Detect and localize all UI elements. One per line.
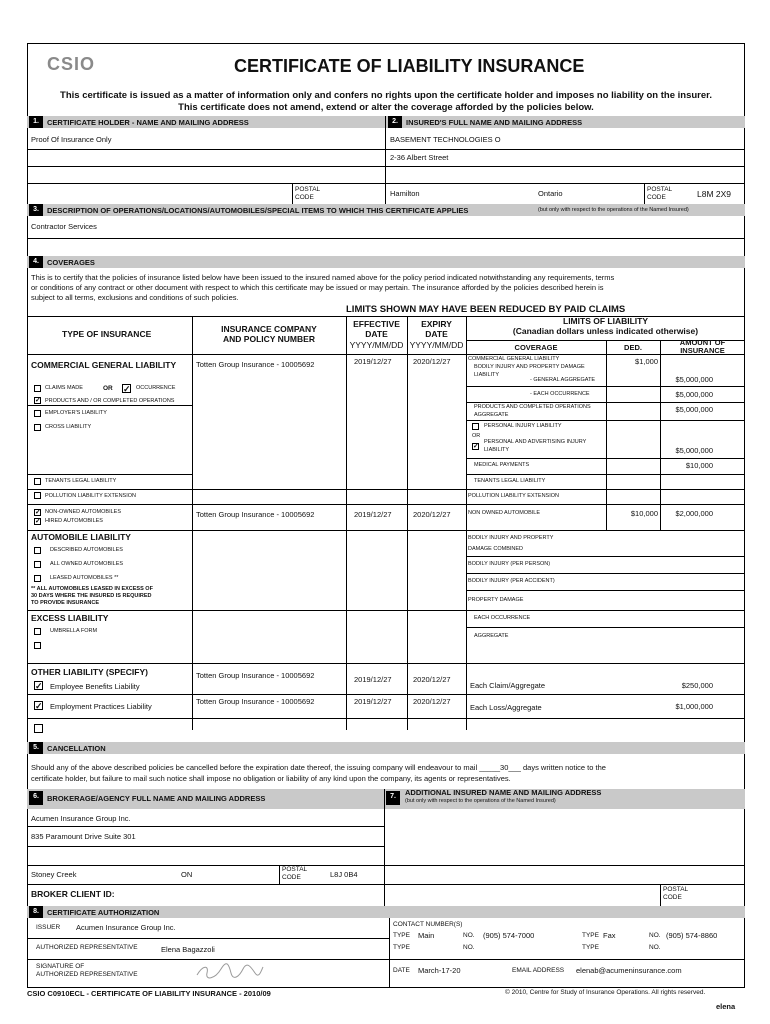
- medical-payments-amount: $10,000: [685, 461, 713, 470]
- section-2-label: INSURED'S FULL NAME AND MAILING ADDRESS: [406, 118, 583, 127]
- no-label-4: NO.: [649, 944, 661, 951]
- personal-advertising-amount: $5,000,000: [675, 446, 713, 455]
- tenants-checkbox[interactable]: [34, 478, 41, 485]
- pollution-label: POLLUTION LIABILITY EXTENSION: [45, 493, 136, 499]
- other-blank-checkbox[interactable]: [34, 724, 43, 733]
- leased-autos-label: LEASED AUTOMOBILES **: [50, 575, 119, 581]
- non-owned-label: NON-OWNED AUTOMOBILES: [45, 509, 121, 515]
- all-owned-label: ALL OWNED AUTOMOBILES: [50, 561, 124, 567]
- medical-payments: MEDICAL PAYMENTS: [474, 462, 530, 468]
- section-5-header: [27, 742, 745, 754]
- broker-postal-label-2: CODE: [282, 874, 301, 881]
- holder-postal-label-2: CODE: [295, 194, 314, 201]
- pollution-checkbox[interactable]: [34, 492, 41, 499]
- cgl-or: OR: [103, 385, 113, 392]
- employee-benefits-company: Totten Group Insurance - 10005692: [196, 671, 315, 680]
- no-label-2: NO.: [649, 932, 661, 939]
- footer-user: elena: [716, 1002, 736, 1011]
- intro-line-2: This certificate does not amend, extend or alter the coverage afforded by the policies below.: [178, 102, 594, 113]
- excess-other-checkbox[interactable]: [34, 642, 41, 649]
- employee-benefits-checkbox[interactable]: ✓: [35, 681, 43, 691]
- employee-benefits-coverage: Each Claim/Aggregate: [470, 681, 546, 690]
- non-owned-deductible: $10,000: [630, 509, 658, 518]
- employee-benefits-label: Employee Benefits Liability: [50, 682, 140, 691]
- broker-city: Stoney Creek: [31, 870, 77, 879]
- cgl-effective: 2019/12/27: [354, 357, 392, 366]
- broker-postal-code: L8J 0B4: [330, 870, 358, 879]
- products-label: PRODUCTS AND / OR COMPLETED OPERATIONS: [45, 398, 175, 404]
- col-amount-1: AMOUNT OF: [679, 338, 726, 347]
- type-value-2: Fax: [603, 931, 616, 940]
- section-8-number: 8.: [29, 906, 43, 918]
- excess-each-occurrence: EACH OCCURRENCE: [474, 615, 531, 621]
- cgl-products-cov-2: AGGREGATE: [474, 412, 509, 418]
- col-exp-3: YYYY/MM/DD: [409, 340, 464, 350]
- intro-line-1: This certificate is issued as a matter of information only and confers no rights upon the certificate holder and imposes no liability on the insurer.: [60, 90, 712, 101]
- section-4-number: 4.: [29, 256, 43, 268]
- col-amount-2: INSURANCE: [680, 346, 725, 355]
- personal-injury-label: PERSONAL INJURY LIABILITY: [484, 423, 562, 429]
- described-autos-label: DESCRIBED AUTOMOBILES: [50, 547, 123, 553]
- employment-practices-amount: $1,000,000: [675, 702, 713, 711]
- auto-bipd-1: BODILY INJURY AND PROPERTY: [468, 535, 554, 541]
- email-label: EMAIL ADDRESS: [512, 967, 565, 974]
- additional-postal-label-2: CODE: [663, 894, 682, 901]
- auto-note-2: 30 DAYS WHERE THE INSURED IS REQUIRED: [31, 593, 152, 599]
- employers-checkbox[interactable]: [34, 410, 41, 417]
- employee-benefits-expiry: 2020/12/27: [413, 675, 451, 684]
- personal-injury-checkbox[interactable]: [472, 423, 479, 430]
- col-exp-2: DATE: [425, 329, 448, 339]
- broker-street: 835 Paramount Drive Suite 301: [31, 832, 136, 841]
- holder-postal-label-1: POSTAL: [295, 186, 321, 193]
- operations-description: Contractor Services: [31, 222, 97, 231]
- cgl-products-amount: $5,000,000: [675, 405, 713, 414]
- excess-aggregate: AGGREGATE: [474, 633, 509, 639]
- section-5-number: 5.: [29, 742, 43, 754]
- section-7-label: ADDITIONAL INSURED NAME AND MAILING ADDRESS: [405, 788, 602, 797]
- personal-advertising-checkbox[interactable]: ✓: [473, 443, 479, 450]
- auto-bi-accident: BODILY INJURY (PER ACCIDENT): [468, 578, 555, 584]
- contact-label: CONTACT NUMBER(S): [393, 921, 463, 928]
- col-eff-3: YYYY/MM/DD: [349, 340, 404, 350]
- col-company-1: INSURANCE COMPANY: [221, 324, 317, 334]
- employment-practices-checkbox[interactable]: ✓: [35, 701, 43, 711]
- employment-practices-label: Employment Practices Liability: [50, 702, 152, 711]
- cgl-each-occurrence: - EACH OCCURRENCE: [530, 391, 590, 397]
- hired-autos-checkbox[interactable]: ✓: [35, 518, 41, 525]
- section-7-number: 7.: [386, 791, 400, 805]
- col-company-2: AND POLICY NUMBER: [223, 334, 315, 344]
- csio-logo: CSIO: [47, 54, 96, 74]
- umbrella-checkbox[interactable]: [34, 628, 41, 635]
- page-title: CERTIFICATE OF LIABILITY INSURANCE: [234, 56, 585, 76]
- col-limits-2: (Canadian dollars unless indicated otherwise): [512, 326, 699, 336]
- certificate-holder-name: Proof Of Insurance Only: [31, 135, 112, 144]
- broker-name: Acumen Insurance Group Inc.: [31, 814, 131, 823]
- section-6-label: BROKERAGE/AGENCY FULL NAME AND MAILING ADDRESS: [47, 794, 266, 803]
- cgl-or-2: OR: [472, 433, 481, 439]
- type-label-1: TYPE: [393, 932, 410, 939]
- non-owned-coverage: NON OWNED AUTOMOBILE: [468, 510, 541, 516]
- tenants-label: TENANTS LEGAL LIABILITY: [45, 478, 117, 484]
- section-3-number: 3.: [29, 204, 43, 216]
- limits-reduced-notice: LIMITS SHOWN MAY HAVE BEEN REDUCED BY PAID CLAIMS: [346, 304, 626, 315]
- insured-street: 2-36 Albert Street: [390, 153, 449, 162]
- employers-label: EMPLOYER'S LIABILITY: [45, 410, 107, 416]
- employment-practices-effective: 2019/12/27: [354, 697, 392, 706]
- auto-bipd-2: DAMAGE COMBINED: [468, 546, 524, 552]
- described-autos-checkbox[interactable]: [34, 547, 41, 554]
- issuer-label: ISSUER: [36, 924, 61, 931]
- cgl-products-cov-1: PRODUCTS AND COMPLETED OPERATIONS: [474, 404, 591, 410]
- col-eff-2: DATE: [365, 329, 388, 339]
- section-8-label: CERTIFICATE AUTHORIZATION: [47, 908, 160, 917]
- coverage-text-3: subject to all terms, exclusions and conditions of such policies.: [31, 293, 239, 302]
- col-exp-1: EXPIRY: [421, 319, 452, 329]
- authorized-rep-label: AUTHORIZED REPRESENTATIVE: [36, 944, 138, 951]
- section-4-header: [27, 256, 745, 268]
- broker-client-id: BROKER CLIENT ID:: [31, 889, 115, 899]
- insured-province: Ontario: [538, 189, 563, 198]
- additional-postal-label-1: POSTAL: [663, 886, 689, 893]
- cgl-title: COMMERCIAL GENERAL LIABILITY: [31, 360, 177, 370]
- pollution-coverage: POLLUTION LIABILITY EXTENSION: [468, 493, 559, 499]
- employee-benefits-amount: $250,000: [681, 681, 713, 690]
- employee-benefits-effective: 2019/12/27: [354, 675, 392, 684]
- section-5-label: CANCELLATION: [47, 744, 106, 753]
- cgl-deductible: $1,000: [635, 357, 658, 366]
- other-liability-title: OTHER LIABILITY (SPECIFY): [31, 667, 148, 677]
- section-2-number: 2.: [388, 116, 402, 128]
- tenants-coverage: TENANTS LEGAL LIABILITY: [474, 478, 546, 484]
- section-6-number: 6.: [29, 791, 43, 805]
- type-label-4: TYPE: [582, 944, 599, 951]
- insured-postal-label-2: CODE: [647, 194, 666, 201]
- col-eff-1: EFFECTIVE: [353, 319, 400, 329]
- claims-made-checkbox[interactable]: [34, 385, 41, 392]
- umbrella-label: UMBRELLA FORM: [50, 628, 98, 634]
- cgl-general-aggregate: - GENERAL AGGREGATE: [530, 377, 596, 383]
- no-label-1: NO.: [463, 932, 475, 939]
- date-value: March-17-20: [418, 966, 461, 975]
- cancellation-text-1: Should any of the above described policies be cancelled before the expiration date thereof, the issuing company will endeavour to mail _____30___ days written notice to the: [31, 763, 606, 772]
- signature-scribble: [195, 961, 265, 981]
- auto-property-damage: PROPERTY DAMAGE: [468, 597, 524, 603]
- employment-practices-company: Totten Group Insurance - 10005692: [196, 697, 315, 706]
- col-type-of-insurance: TYPE OF INSURANCE: [62, 329, 152, 339]
- employment-practices-expiry: 2020/12/27: [413, 697, 451, 706]
- cgl-each-occurrence-amount: $5,000,000: [675, 390, 713, 399]
- auto-bi-person: BODILY INJURY (PER PERSON): [468, 561, 551, 567]
- claims-made-label: CLAIMS MADE: [45, 385, 83, 391]
- auto-title: AUTOMOBILE LIABILITY: [31, 532, 131, 542]
- coverage-text-1: This is to certify that the policies of insurance listed below have been issued to the insured named above for the policy period indicated notwithstanding any requirements, terms: [31, 273, 615, 282]
- email-value: elenab@acumeninsurance.com: [576, 966, 682, 975]
- col-ded: DED.: [624, 343, 642, 352]
- cgl-expiry: 2020/12/27: [413, 357, 451, 366]
- insured-city: Hamilton: [390, 189, 420, 198]
- non-owned-amount: $2,000,000: [675, 509, 713, 518]
- cgl-cov-3: LIABILITY: [474, 372, 500, 378]
- personal-advertising-1: PERSONAL AND ADVERTISING INJURY: [484, 439, 587, 445]
- col-limits-1: LIMITS OF LIABILITY: [563, 316, 648, 326]
- section-1-number: 1.: [29, 116, 43, 128]
- type-label-3: TYPE: [393, 944, 410, 951]
- non-owned-company: Totten Group Insurance - 10005692: [196, 510, 315, 519]
- cross-liability-checkbox[interactable]: [34, 424, 41, 431]
- auto-note-1: ** ALL AUTOMOBILES LEASED IN EXCESS OF: [31, 586, 153, 592]
- auto-note-3: TO PROVIDE INSURANCE: [31, 600, 100, 606]
- occurrence-label: OCCURRENCE: [136, 385, 176, 391]
- signature-label-1: SIGNATURE OF: [36, 963, 85, 970]
- cgl-general-aggregate-amount: $5,000,000: [675, 375, 713, 384]
- section-3-note: (but only with respect to the operations of the Named Insured): [538, 207, 689, 213]
- cancellation-text-2: certificate holder, but failure to mail such notice shall impose no obligation or liability of any kind upon the company, its agents or representatives.: [31, 774, 511, 783]
- section-7-note: (but only with respect to the operations of the Named Insured): [405, 798, 556, 804]
- employment-practices-coverage: Each Loss/Aggregate: [470, 703, 542, 712]
- occurrence-checkbox[interactable]: ✓: [123, 384, 131, 394]
- excess-title: EXCESS LIABILITY: [31, 613, 109, 623]
- leased-autos-checkbox[interactable]: [34, 575, 41, 582]
- cgl-company: Totten Group Insurance - 10005692: [196, 360, 315, 369]
- all-owned-checkbox[interactable]: [34, 561, 41, 568]
- section-4-label: COVERAGES: [47, 258, 95, 267]
- no-value-2: (905) 574-8860: [666, 931, 718, 940]
- date-label: DATE: [393, 967, 410, 974]
- broker-province: ON: [181, 870, 193, 879]
- non-owned-effective: 2019/12/27: [354, 510, 392, 519]
- broker-postal-label-1: POSTAL: [282, 866, 308, 873]
- insured-name: BASEMENT TECHNOLOGIES O: [390, 135, 501, 144]
- non-owned-checkbox[interactable]: ✓: [35, 509, 41, 516]
- no-value-1: (905) 574-7000: [483, 931, 535, 940]
- signature-label-2: AUTHORIZED REPRESENTATIVE: [36, 971, 138, 978]
- cgl-cov-2: BODILY INJURY AND PROPERTY DAMAGE: [474, 364, 585, 370]
- insured-postal-code: L8M 2X9: [697, 189, 732, 199]
- section-3-label: DESCRIPTION OF OPERATIONS/LOCATIONS/AUTOMOBILES/SPECIAL ITEMS TO WHICH THIS CERTIFICATE APPLIES: [47, 206, 469, 215]
- cgl-cov-1: COMMERCIAL GENERAL LIABILITY: [468, 356, 560, 362]
- no-label-3: NO.: [463, 944, 475, 951]
- non-owned-expiry: 2020/12/27: [413, 510, 451, 519]
- footer-form-id: CSIO C0910ECL - CERTIFICATE OF LIABILITY INSURANCE - 2010/09: [27, 989, 271, 998]
- cross-liability-label: CROSS LIABILITY: [45, 424, 92, 430]
- issuer-value: Acumen Insurance Group Inc.: [76, 923, 176, 932]
- type-value-1: Main: [418, 931, 435, 940]
- coverage-text-2: or conditions of any contract or other document with respect to which this certificate may be issued or may pertain. The insurance afforded by the policies described herein is: [31, 283, 604, 292]
- col-coverage: COVERAGE: [514, 343, 558, 352]
- footer-copyright: © 2010, Centre for Study of Insurance Operations. All rights reserved.: [505, 989, 706, 996]
- authorized-rep-value: Elena Bagazzoli: [161, 945, 215, 954]
- section-1-label: CERTIFICATE HOLDER - NAME AND MAILING ADDRESS: [47, 118, 249, 127]
- personal-advertising-2: LIABILITY: [484, 447, 510, 453]
- hired-autos-label: HIRED AUTOMOBILES: [45, 518, 103, 524]
- products-checkbox[interactable]: ✓: [35, 397, 41, 404]
- type-label-2: TYPE: [582, 932, 599, 939]
- insured-postal-label-1: POSTAL: [647, 186, 673, 193]
